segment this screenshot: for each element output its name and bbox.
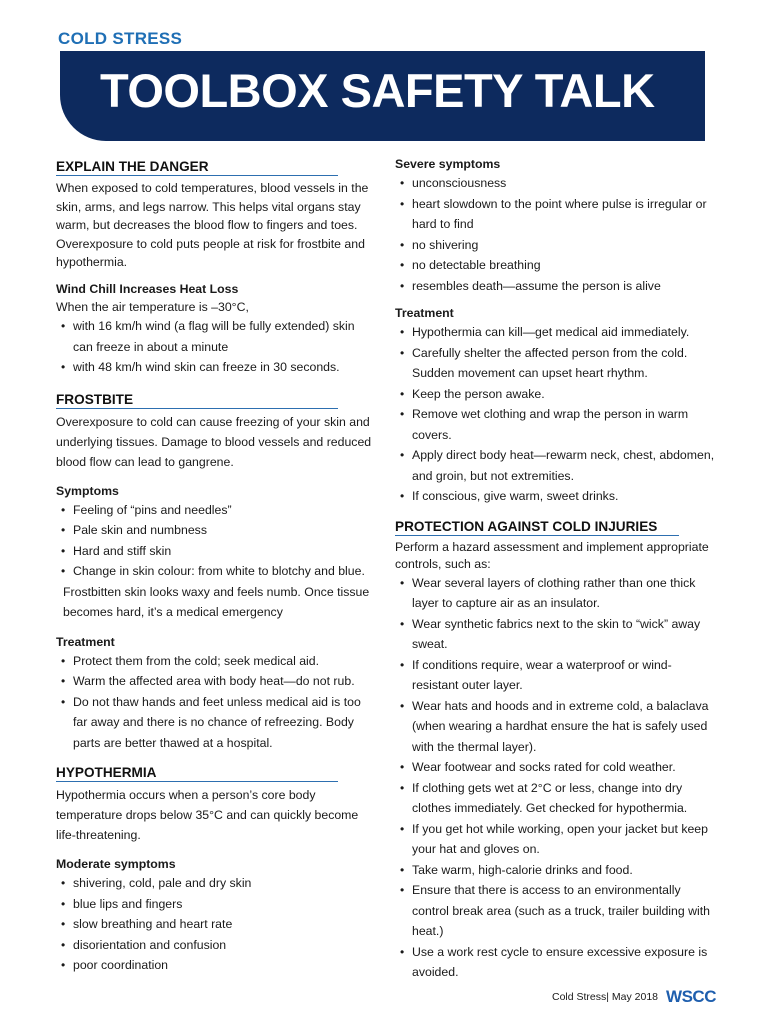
frostbite-note: Frostbitten skin looks waxy and feels numb. Once tissue becomes hard, it’s a medical emergency xyxy=(63,584,370,619)
footer-text: Cold Stress| May 2018 xyxy=(552,991,659,1003)
severe-symptoms-heading: Severe symptoms xyxy=(395,157,501,171)
danger-paragraph: When exposed to cold temperatures, blood vessels in the skin, arms, and legs narrow. This helps vital organs stay warm, but decreases the blood flow to fingers and toes. Overexposure to cold puts people at risk for frostbite and hypothermia. xyxy=(56,181,369,269)
section-heading-protection: PROTECTION AGAINST COLD INJURIES xyxy=(395,515,679,536)
hypothermia-treatment-list xyxy=(395,322,717,507)
list-item: • heart slowdown to the point where pulse is irregular or hard to find xyxy=(395,194,717,235)
windchill-list xyxy=(56,316,374,378)
frostbite-symptoms-list xyxy=(56,500,374,582)
list-item: • Pale skin and numbness xyxy=(56,520,374,541)
list-item: • blue lips and fingers xyxy=(56,894,374,915)
list-item: • Carefully shelter the affected person from the cold. Sudden movement can upset heart rhythm. xyxy=(395,343,717,384)
hypothermia-treatment-heading: Treatment xyxy=(395,306,454,320)
list-item: • Wear several layers of clothing rather than one thick layer to capture air as an insulator. xyxy=(395,573,717,614)
list-item: • If clothing gets wet at 2°C or less, change into dry clothes immediately. Get checked for hypothermia. xyxy=(395,778,717,819)
list-item: • If you get hot while working, open your jacket but keep your hat and gloves on. xyxy=(395,819,717,860)
left-column xyxy=(56,155,374,976)
list-item: • Apply direct body heat—rewarm neck, chest, abdomen, and groin, but not extremities. xyxy=(395,445,717,486)
list-item: • Feeling of “pins and needles” xyxy=(56,500,374,521)
list-item: • shivering, cold, pale and dry skin xyxy=(56,873,374,894)
list-item: • Ensure that there is access to an environmentally control break area (such as a truck, trailer building with heat.) xyxy=(395,880,717,942)
section-heading-danger: EXPLAIN THE DANGER xyxy=(56,155,338,176)
windchill-heading: Wind Chill Increases Heat Loss xyxy=(56,281,239,296)
severe-symptoms-list xyxy=(395,173,717,296)
list-item: • Keep the person awake. xyxy=(395,384,717,405)
list-item: • Take warm, high-calorie drinks and food. xyxy=(395,860,717,881)
right-column xyxy=(395,155,717,983)
list-item: • resembles death—assume the person is alive xyxy=(395,276,717,297)
list-item: • no detectable breathing xyxy=(395,255,717,276)
list-item: • Protect them from the cold; seek medical aid. xyxy=(56,651,374,672)
symptoms-heading: Symptoms xyxy=(56,483,119,498)
list-item: • Use a work rest cycle to ensure excessive exposure is avoided. xyxy=(395,942,717,983)
list-item: • Warm the affected area with body heat—do not rub. xyxy=(56,671,374,692)
list-item: • disorientation and confusion xyxy=(56,935,374,956)
frostbite-treatment-list xyxy=(56,651,374,754)
list-item: • Hard and stiff skin xyxy=(56,541,374,562)
wscc-logo: WSCC xyxy=(666,987,716,1006)
moderate-symptoms-list xyxy=(56,873,374,976)
section-heading-frostbite: FROSTBITE xyxy=(56,388,338,409)
list-item: • Do not thaw hands and feet unless medical aid is too far away and there is no chance of refreezing. Body parts are better thawed at a hospital. xyxy=(56,692,374,754)
title-banner xyxy=(60,51,705,141)
list-item: • Remove wet clothing and wrap the person in warm covers. xyxy=(395,404,717,445)
list-item: • Wear footwear and socks rated for cold weather. xyxy=(395,757,717,778)
list-item: • If conditions require, wear a waterproof or wind-resistant outer layer. xyxy=(395,655,717,696)
protection-list xyxy=(395,573,717,983)
frostbite-treatment-heading: Treatment xyxy=(56,634,115,649)
list-item: • with 48 km/h wind skin can freeze in 30 seconds. xyxy=(56,357,374,378)
list-item: • unconsciousness xyxy=(395,173,717,194)
list-item: • slow breathing and heart rate xyxy=(56,914,374,935)
list-item: • poor coordination xyxy=(56,955,374,976)
list-item: • Wear synthetic fabrics next to the skin to “wick” away sweat. xyxy=(395,614,717,655)
list-item: • Wear hats and hoods and in extreme cold, a balaclava (when wearing a hardhat ensure the hat is safely used with the thermal layer). xyxy=(395,696,717,758)
hypothermia-paragraph: Hypothermia occurs when a person’s core body temperature drops below 35°C and can quickly become life-threatening. xyxy=(56,788,359,842)
list-item: • Change in skin colour: from white to blotchy and blue. xyxy=(56,561,374,582)
document-subtitle: COLD STRESS xyxy=(58,29,183,48)
frostbite-paragraph: Overexposure to cold can cause freezing of your skin and underlying tissues. Damage to blood vessels and reduced blood flow can lead to gangrene. xyxy=(56,414,372,469)
protection-intro: Perform a hazard assessment and implement appropriate controls, such as: xyxy=(395,539,709,571)
list-item: • with 16 km/h wind (a flag will be fully extended) skin can freeze in about a minute xyxy=(56,316,374,357)
section-heading-hypothermia: HYPOTHERMIA xyxy=(56,761,338,782)
list-item: • Hypothermia can kill—get medical aid immediately. xyxy=(395,322,717,343)
page-footer xyxy=(552,987,716,1007)
list-item: • no shivering xyxy=(395,235,717,256)
windchill-intro: When the air temperature is –30°C, xyxy=(56,299,249,314)
document-title: TOOLBOX SAFETY TALK xyxy=(100,64,655,117)
moderate-symptoms-heading: Moderate symptoms xyxy=(56,857,176,871)
list-item: • If conscious, give warm, sweet drinks. xyxy=(395,486,717,507)
